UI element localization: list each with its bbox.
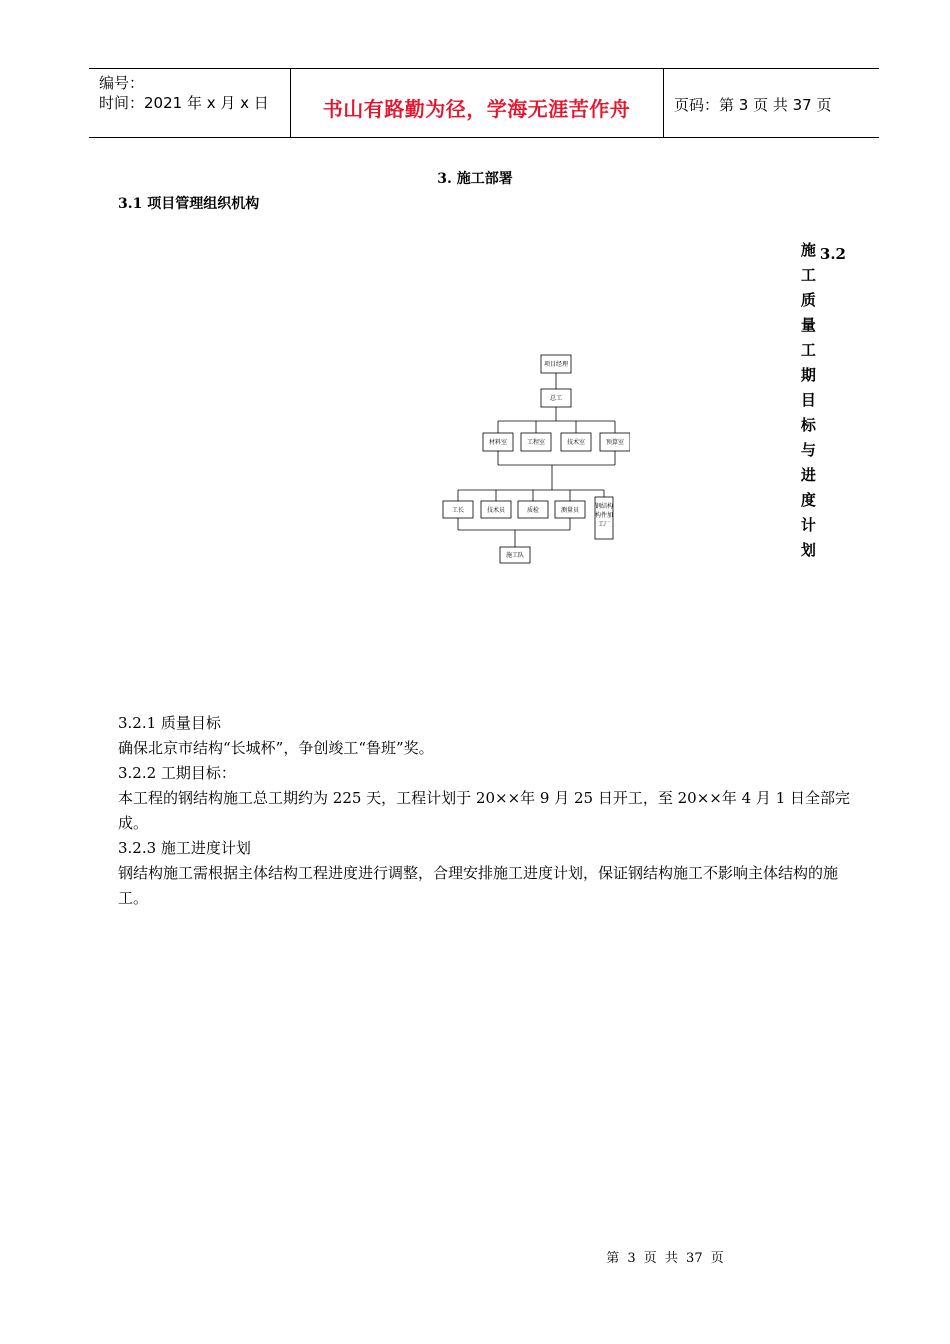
org-node-side-line3: 工厂	[597, 521, 611, 528]
schedule-heading: 3.2.2 工期目标：	[118, 764, 236, 782]
vertical-section-title	[798, 242, 846, 567]
body-content	[118, 711, 853, 911]
org-node-side-line2: 构件加	[594, 512, 614, 519]
time-label: 时间：2021 年 x 月 x 日	[99, 94, 269, 112]
section-title: 3. 施工部署	[437, 171, 513, 187]
org-node-budget: 预算室	[605, 439, 625, 446]
page-info: 页码：第 3 页 共 37 页	[674, 96, 832, 114]
org-node-manager: 项目经理	[543, 361, 569, 368]
quality-heading: 3.2.1 质量目标	[118, 714, 221, 732]
org-node-engineering: 工程室	[526, 439, 546, 446]
header-cell-motto	[290, 69, 664, 137]
progress-heading: 3.2.3 施工进度计划	[118, 839, 251, 857]
org-node-construction-team: 施工队	[505, 552, 525, 559]
org-node-technician: 技术员	[486, 507, 506, 514]
schedule-text: 本工程的钢结构施工总工期约为 225 天，工程计划于 20××年 9 月 25 日开工，至 20××年 4 月 1 日全部完成。	[118, 789, 851, 832]
vertical-title-number: 3.2	[819, 245, 846, 263]
org-node-qc: 质检	[526, 507, 540, 514]
progress-text: 钢结构施工需根据主体结构工程进度进行调整，合理安排施工进度计划，保证钢结构施工不影响主体结构的施工。	[118, 864, 839, 907]
page-footer: 第 3 页 共 37 页	[606, 1251, 724, 1266]
org-node-technical: 技术室	[566, 439, 586, 446]
org-node-foreman: 工长	[451, 507, 465, 514]
section-subtitle: 3.1 项目管理组织机构	[118, 196, 260, 212]
vertical-title-text: 施工质量工期目标与进度计划	[798, 242, 817, 567]
header-table	[89, 68, 879, 138]
header-cell-meta	[89, 69, 291, 137]
header-cell-page	[664, 69, 879, 137]
motto: 书山有路勤为径，学海无涯苦作舟	[322, 97, 631, 121]
org-node-surveyor: 测量员	[560, 507, 580, 514]
org-node-side-line1: 钢结构	[594, 503, 614, 510]
org-node-materials: 材料室	[488, 439, 508, 446]
quality-text: 确保北京市结构“长城杯”，争创竣工“鲁班”奖。	[118, 739, 434, 757]
org-node-chief-engineer: 总工	[549, 395, 563, 402]
number-label: 编号：	[99, 74, 145, 92]
org-chart	[430, 350, 630, 570]
